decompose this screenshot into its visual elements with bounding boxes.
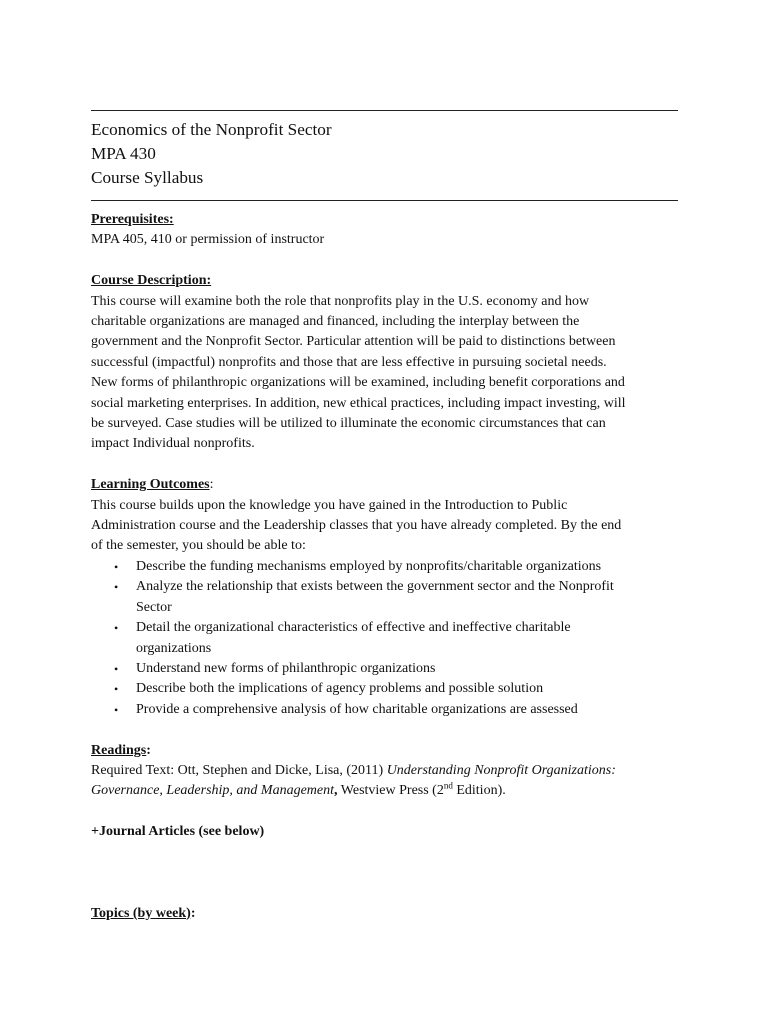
spacer	[91, 802, 681, 822]
middle-rule	[91, 200, 678, 201]
topics-heading-colon: :	[190, 905, 196, 921]
readings-heading: Readings	[91, 742, 147, 758]
journal-articles-note: +Journal Articles (see below)	[91, 824, 265, 840]
list-item	[114, 618, 681, 659]
outcomes-intro-line: of the semester, you should be able to:	[91, 538, 306, 554]
description-line: government and the Nonprofit Sector. Particular attention will be paid to distinctions between	[91, 334, 616, 350]
topics-heading-row	[91, 904, 681, 924]
list-item-line: Detail the organizational characteristics of effective and ineffective charitable	[136, 620, 571, 636]
document-type: Course Syllabus	[91, 168, 204, 187]
required-text-prefix: Required Text: Ott, Stephen and Dicke, Lisa, (2011)	[91, 762, 387, 778]
readings-heading-row	[91, 741, 681, 761]
bullet-icon: •	[114, 559, 119, 574]
book-title-part-1: Understanding Nonprofit Organizations:	[386, 762, 616, 778]
topics-heading: Topics (by week)	[91, 905, 191, 921]
outcomes-intro-line: Administration course and the Leadership classes that you have already completed. By the end	[91, 518, 622, 534]
bullet-icon: •	[114, 702, 119, 717]
list-item-line: Provide a comprehensive analysis of how charitable organizations are assessed	[136, 701, 578, 717]
description-line: charitable organizations are managed and financed, including the interplay between the	[91, 314, 580, 330]
syllabus-body	[91, 210, 681, 924]
required-text-line-2	[91, 781, 681, 801]
bullet-icon: •	[114, 621, 119, 636]
list-item-line: Understand new forms of philanthropic organizations	[136, 660, 436, 676]
title-block	[91, 118, 681, 190]
list-item-line: Analyze the relationship that exists between the government sector and the Nonprofit	[136, 579, 614, 595]
description-line: be surveyed. Case studies will be utilized to illuminate the economic circumstances that can	[91, 416, 606, 432]
syllabus-page	[91, 96, 681, 924]
list-item-line: Describe the funding mechanisms employed by nonprofits/charitable organizations	[136, 558, 602, 574]
list-item	[114, 557, 681, 577]
list-item-line: organizations	[136, 640, 212, 656]
bullet-icon: •	[114, 661, 119, 676]
list-item	[114, 659, 681, 679]
required-text-line-1	[91, 761, 681, 781]
description-line: impact Individual nonprofits.	[91, 436, 255, 452]
edition-suffix: Edition).	[452, 783, 506, 799]
description-line: social marketing enterprises. In addition, new ethical practices, including impact investing, will	[91, 395, 626, 411]
description-line: This course will examine both the role that nonprofits play in the U.S. economy and how	[91, 293, 590, 309]
readings-heading-colon: :	[146, 742, 151, 758]
list-item	[114, 700, 681, 720]
description-heading: Course Description:	[91, 273, 212, 289]
list-item-line: Describe both the implications of agency problems and possible solution	[136, 681, 544, 697]
spacer	[91, 720, 681, 740]
spacer	[91, 843, 681, 904]
spacer	[91, 455, 681, 475]
outcomes-heading-colon: :	[209, 477, 214, 493]
outcomes-intro-line: This course builds upon the knowledge you have gained in the Introduction to Public	[91, 497, 568, 513]
list-item	[114, 679, 681, 699]
outcomes-list	[91, 557, 681, 720]
book-title-comma: ,	[334, 783, 338, 799]
description-line: New forms of philanthropic organizations will be examined, including benefit corporations and	[91, 375, 625, 391]
course-title: Economics of the Nonprofit Sector	[91, 120, 332, 139]
outcomes-heading-row	[91, 475, 681, 495]
course-code: MPA 430	[91, 144, 156, 163]
list-item	[114, 577, 681, 618]
publisher-text: Westview Press (2	[337, 783, 444, 799]
bullet-icon: •	[114, 682, 119, 697]
prerequisites-text: MPA 405, 410 or permission of instructor	[91, 232, 325, 248]
bullet-icon: •	[114, 580, 119, 595]
list-item-line: Sector	[136, 599, 172, 615]
outcomes-intro	[91, 496, 681, 557]
description-paragraph	[91, 292, 681, 455]
spacer	[91, 251, 681, 271]
prerequisites-heading: Prerequisites:	[91, 212, 174, 227]
outcomes-heading: Learning Outcomes	[91, 477, 210, 493]
description-line: successful (impactful) nonprofits and those that are less effective in pursuing societal needs.	[91, 354, 607, 370]
book-title-part-2: Governance, Leadership, and Management	[91, 783, 335, 799]
top-rule	[91, 110, 678, 111]
edition-superscript: nd	[443, 780, 453, 791]
